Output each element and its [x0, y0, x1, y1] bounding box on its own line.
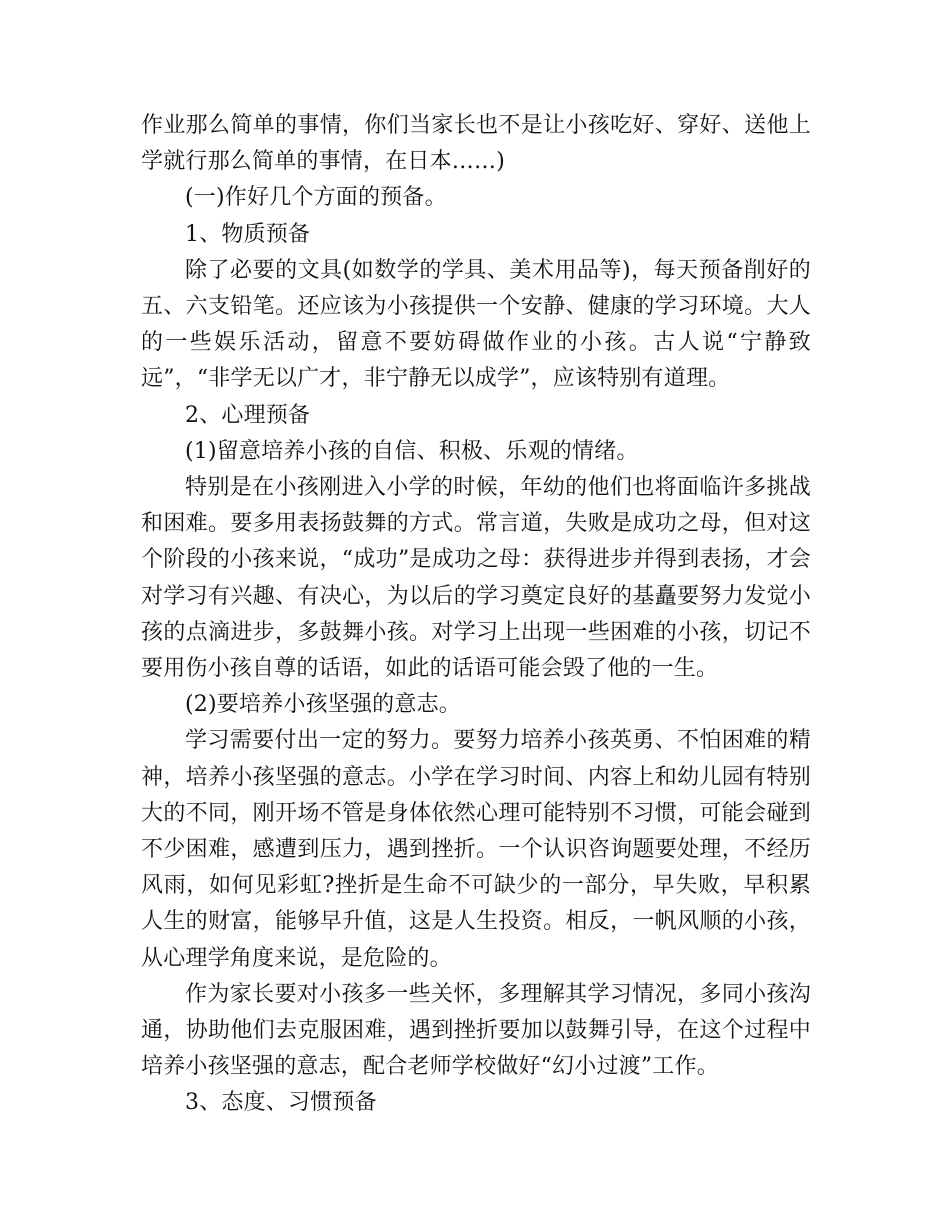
subheading-material-preparation: 1、物质预备	[185, 221, 311, 247]
paragraph-material: 除了必要的文具(如数学的学具、美术用品等)，每天预备削好的五、六支铅笔。还应该为小孩提供一个安静、健康的学习环境。大人的一些娱乐活动，留意不要妨碍做作业的小孩。古人说“宁静致远”，“非学无以广才，非宁静无以成学”，应该特别有道理。	[141, 257, 811, 392]
paragraph-willpower: 学习需要付出一定的努力。要努力培养小孩英勇、不怕困难的精神，培养小孩坚强的意志。小学在学习时间、内容上和幼儿园有特别大的不同，刚开场不管是身体依然心理可能特别不习惯，可能会碰到不少困难，感遭到压力，遇到挫折。一个认识咨询题要处理，不经历风雨，如何见彩虹?挫折是生命不可缺少的一部分，早失败，早积累人生的财富，能够早升值，这是人生投资。相反，一帆风顺的小孩，从心理学角度来说，是危险的。	[141, 728, 811, 971]
document-body	[141, 108, 811, 1122]
section-heading-preparation: (一)作好几个方面的预备。	[185, 185, 447, 211]
point-willpower: (2)要培养小孩坚强的意志。	[185, 692, 461, 718]
paragraph-parents-role: 作为家长要对小孩多一些关怀，多理解其学习情况，多同小孩沟通，协助他们去克服困难，遇到挫折要加以鼓舞引导，在这个过程中培养小孩坚强的意志，配合老师学校做好“幻小过渡”工作。	[141, 981, 811, 1080]
paragraph-continuation: 作业那么简单的事情，你们当家长也不是让小孩吃好、穿好、送他上学就行那么简单的事情，在日本……)	[141, 113, 811, 175]
subheading-psychological-preparation: 2、心理预备	[185, 402, 311, 428]
paragraph-encouragement: 特别是在小孩刚进入小学的时候，年幼的他们也将面临许多挑战和困难。要多用表扬鼓舞的方式。常言道，失败是成功之母，但对这个阶段的小孩来说，“成功”是成功之母：获得进步并得到表扬，才会对学习有兴趣、有决心，为以后的学习奠定良好的基矗要努力发觉小孩的点滴进步，多鼓舞小孩。对学习上出现一些困难的小孩，切记不要用伤小孩自尊的话语，如此的话语可能会毁了他的一生。	[141, 475, 811, 682]
point-confidence: (1)留意培养小孩的自信、积极、乐观的情绪。	[185, 438, 639, 464]
subheading-attitude-habits: 3、态度、习惯预备	[185, 1090, 377, 1116]
